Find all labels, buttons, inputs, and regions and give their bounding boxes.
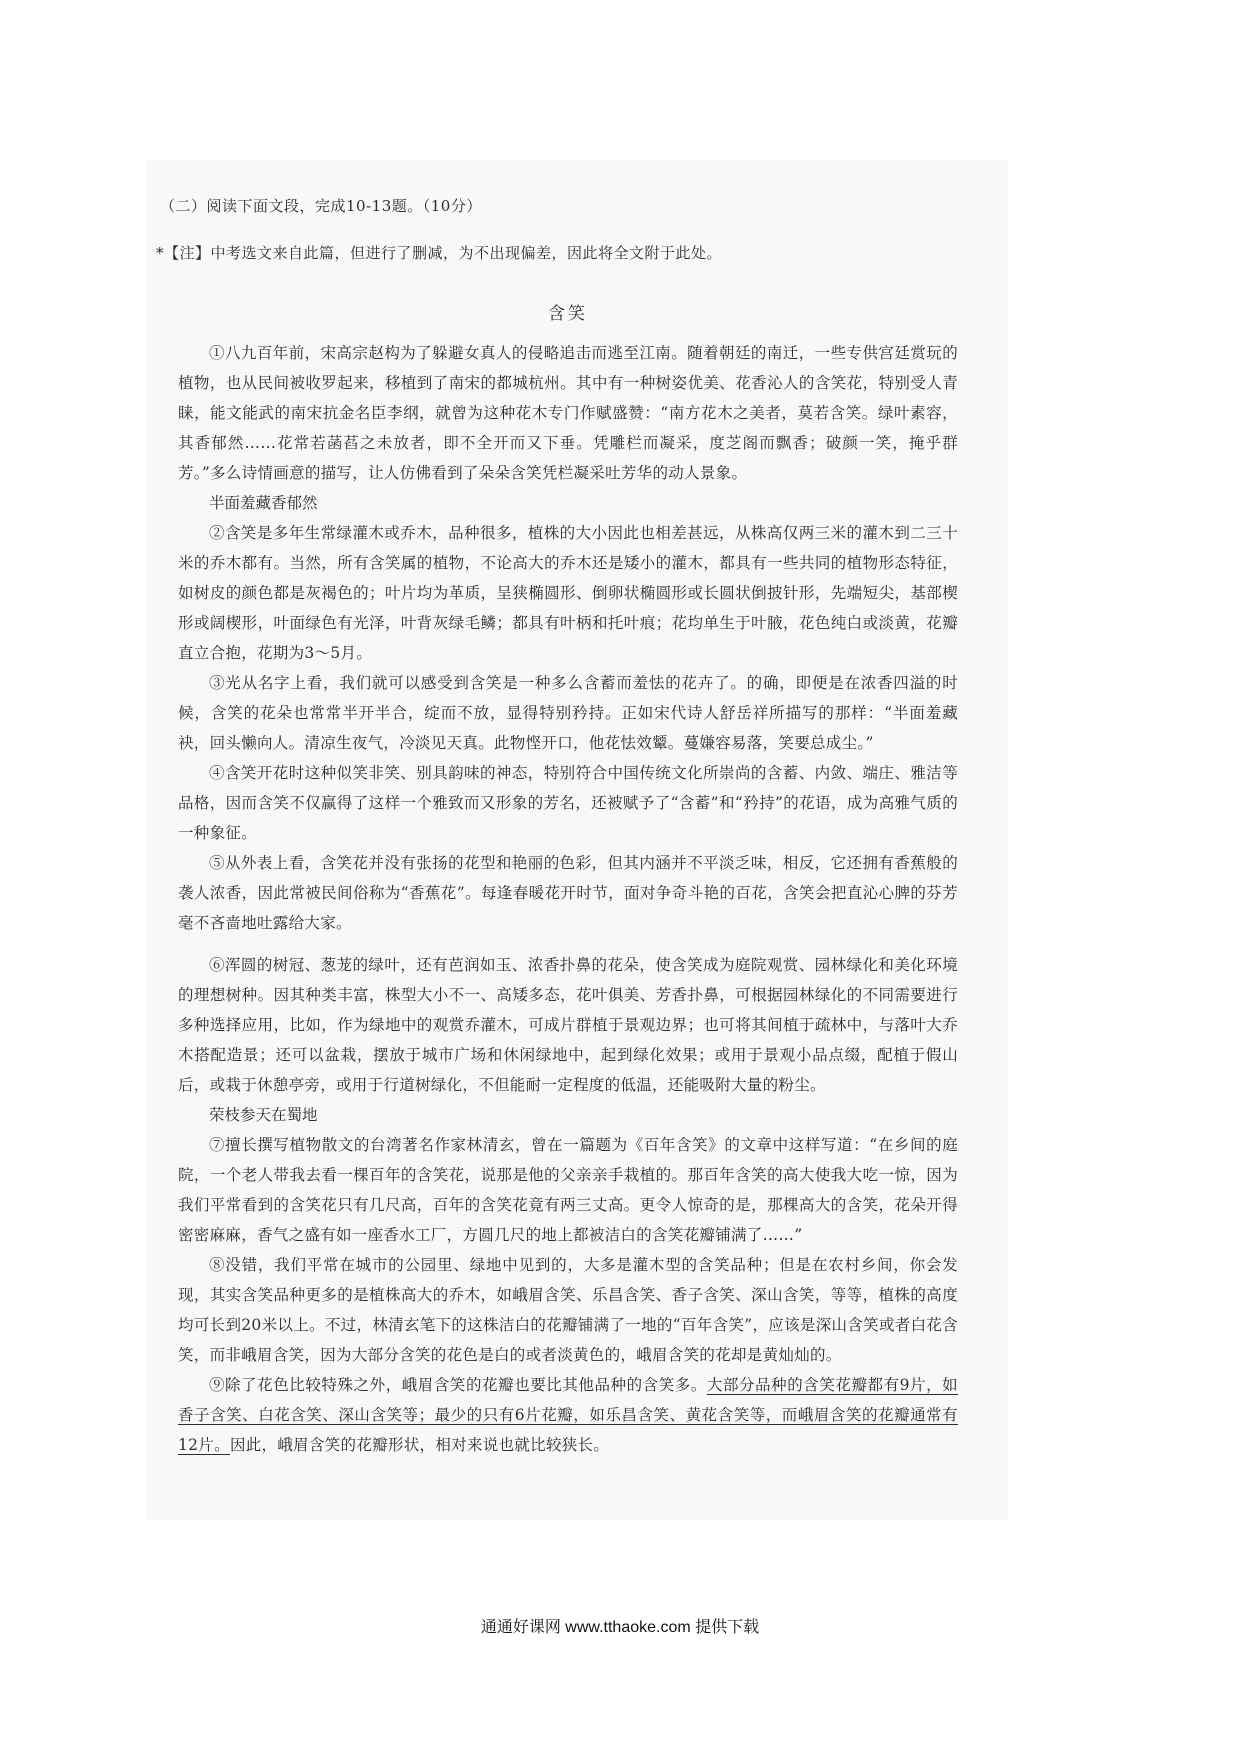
question-instruction: （二）阅读下面文段，完成10-13题。（10分） [160,197,482,215]
paragraph-8: ⑧没错，我们平常在城市的公园里、绿地中见到的，大多是灌木型的含笑品种；但是在农村乡间，你会发现，其实含笑品种更多的是植株高大的乔木，如峨眉含笑、乐昌含笑、香子含笑、深山含笑，等等，植株的高度均可长到20米以上。不过，林清玄笔下的这株洁白的花瓣铺满了一地的“百年含笑”，应该是深山含笑或者白花含笑，而非峨眉含笑，因为大部分含笑的花色是白的或者淡黄色的，峨眉含笑的花却是黄灿灿的。 [178,1256,958,1364]
article-title: 含笑 [548,304,588,324]
paragraph-9-start: ⑨除了花色比较特殊之外，峨眉含笑的花瓣也要比其他品种的含笑多。 [209,1376,707,1394]
paragraph-9-end: 因此，峨眉含笑的花瓣形状，相对来说也就比较狭长。 [229,1436,610,1454]
paragraph-5: ⑤从外表上看，含笑花并没有张扬的花型和艳丽的色彩，但其内涵并不平淡乏味，相反，它还拥有香蕉般的袭人浓香，因此常被民间俗称为“香蕉花”。每逢春暖花开时节，面对争奇斗艳的百花，含笑会把直沁心脾的芬芳毫不吝啬地吐露给大家。 [178,854,958,932]
paragraph-7: ⑦擅长撰写植物散文的台湾著名作家林清玄，曾在一篇题为《百年含笑》的文章中这样写道：“在乡间的庭院，一个老人带我去看一棵百年的含笑花，说那是他的父亲亲手栽植的。那百年含笑的高大使我大吃一惊，因为我们平常看到的含笑花只有几尺高，百年的含笑花竟有两三丈高。更令人惊奇的是，那棵高大的含笑，花朵开得密密麻麻，香气之盛有如一座香水工厂，方圆几尺的地上都被洁白的含笑花瓣铺满了……” [178,1136,958,1244]
paragraph-2: ②含笑是多年生常绿灌木或乔木，品种很多，植株的大小因此也相差甚远，从株高仅两三米的灌木到二三十米的乔木都有。当然，所有含笑属的植物，不论高大的乔木还是矮小的灌木，都具有一些共同的植物形态特征，如树皮的颜色都是灰褐色的；叶片均为革质，呈狭椭圆形、倒卵状椭圆形或长圆状倒披针形，先端短尖，基部楔形或阔楔形，叶面绿色有光泽，叶背灰绿毛鳞；都具有叶柄和托叶痕；花均单生于叶腋，花色纯白或淡黄，花瓣直立合抱，花期为3～5月。 [178,524,958,662]
editor-note: *【注】中考选文来自此篇，但进行了删减，为不出现偏差，因此将全文附于此处。 [156,244,723,262]
section-heading-2: 荣枝参天在蜀地 [209,1106,318,1124]
paragraph-3: ③光从名字上看，我们就可以感受到含笑是一种多么含蓄而羞怯的花卉了。的确，即便是在浓香四溢的时候，含笑的花朵也常常半开半合，绽而不放，显得特别矜持。正如宋代诗人舒岳祥所描写的那样：“半面羞藏袂，回头懒向人。清凉生夜气，冷淡见天真。此物悭开口，他花怯效颦。蔓嫌容易落，笑要总成尘。” [178,674,958,752]
section-heading-1: 半面羞藏香郁然 [209,494,318,512]
paragraph-4: ④含笑开花时这种似笑非笑、别具韵味的神态，特别符合中国传统文化所崇尚的含蓄、内敛、端庄、雅洁等品格，因而含笑不仅赢得了这样一个雅致而又形象的芳名，还被赋予了“含蓄”和“矜持”的花语，成为高雅气质的一种象征。 [178,764,958,842]
paragraph-9 [178,1370,958,1460]
document-body [156,195,958,1460]
paragraph-1: ①八九百年前，宋高宗赵构为了躲避女真人的侵略追击而逃至江南。随着朝廷的南迁，一些专供宫廷赏玩的植物，也从民间被收罗起来，移植到了南宋的都城杭州。其中有一种树姿优美、花香沁人的含笑花，特别受人青睐，能文能武的南宋抗金名臣李纲，就曾为这种花木专门作赋盛赞：“南方花木之美者，莫若含笑。绿叶素容，其香郁然……花常若菡萏之未放者，即不全开而又下垂。凭雕栏而凝采，度芝阁而飘香；破颜一笑，掩乎群芳。”多么诗情画意的描写，让人仿佛看到了朵朵含笑凭栏凝采吐芳华的动人景象。 [178,344,958,482]
footer-watermark-text: 通通好课网 www.tthaoke.com 提供下载 [480,1619,760,1636]
paragraph-6: ⑥浑圆的树冠、葱茏的绿叶，还有芭润如玉、浓香扑鼻的花朵，使含笑成为庭院观赏、园林绿化和美化环境的理想树种。因其种类丰富，株型大小不一、高矮多态，花叶俱美、芳香扑鼻，可根据园林绿化的不同需要进行多种选择应用，比如，作为绿地中的观赏乔灌木，可成片群植于景观边界；也可将其间植于疏林中，与落叶大乔木搭配造景；还可以盆栽，摆放于城市广场和休闲绿地中，起到绿化效果；或用于景观小品点缀，配植于假山后，或栽于休憩亭旁，或用于行道树绿化，不但能耐一定程度的低温，还能吸附大量的粉尘。 [178,956,958,1094]
paragraph-9-underlined-sentence: 大部分品种的含笑花瓣都有9片，如香子含笑、白花含笑、深山含笑等；最少的只有6片花瓣，如乐昌含笑、黄花含笑等，而峨眉含笑的花瓣通常有12片。 [178,1376,958,1454]
